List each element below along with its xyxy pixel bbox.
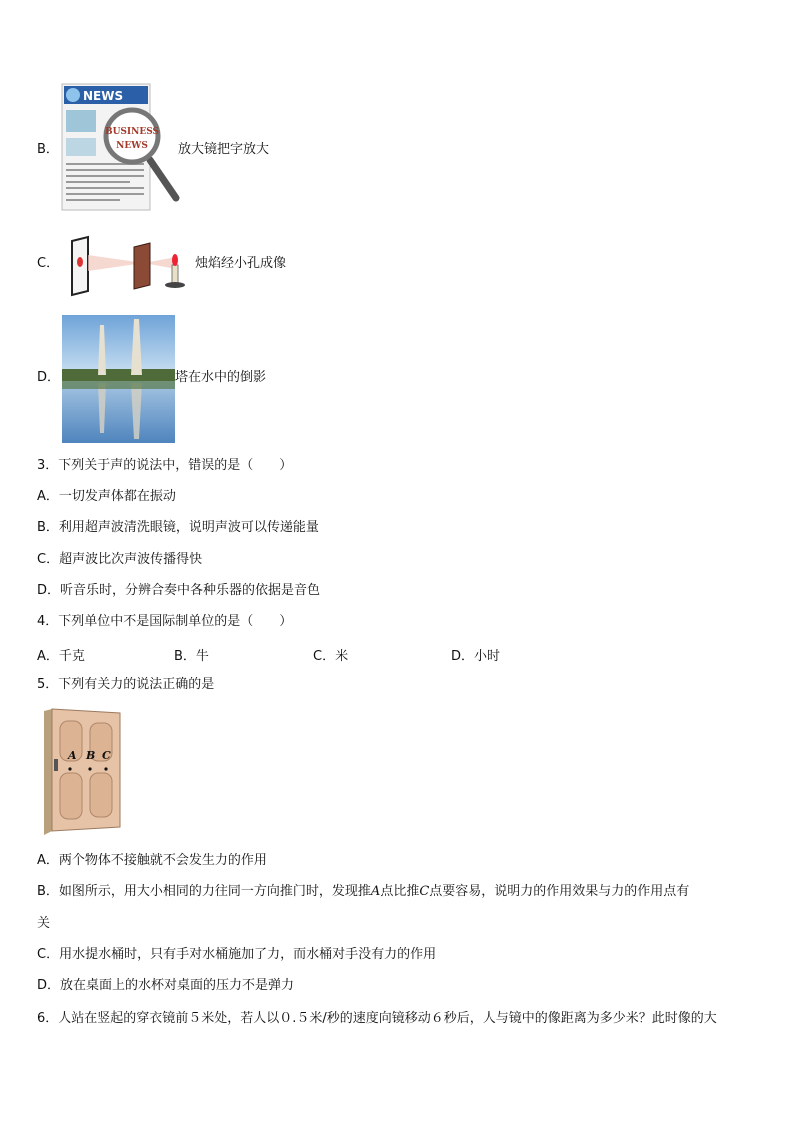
door-label-c: C xyxy=(102,749,111,762)
q3-option-a: A．一切发声体都在振动 xyxy=(37,489,176,504)
q5-stem: 5．下列有关力的说法正确的是 xyxy=(37,677,215,692)
q3-option-c: C．超声波比次声波传播得快 xyxy=(37,552,203,567)
magnifier-newspaper-image xyxy=(60,82,182,212)
lens-text-2: NEWS xyxy=(116,141,148,151)
option-b-caption: 放大镜把字放大 xyxy=(178,142,270,157)
q4-option-d: D．小时 xyxy=(451,649,501,664)
q3-stem: 3．下列关于声的说法中，错误的是（ ） xyxy=(37,458,293,473)
door-label-a: A xyxy=(68,749,77,762)
door-label-b: B xyxy=(86,749,96,762)
q3-option-b: B．利用超声波清洗眼镜，说明声波可以传递能量 xyxy=(37,520,319,535)
pinhole-imaging-image xyxy=(66,235,194,297)
news-banner-text: NEWS xyxy=(83,89,124,103)
door-image xyxy=(40,707,124,837)
option-b-letter: B． xyxy=(37,142,59,157)
q4-stem: 4．下列单位中不是国际制单位的是（ ） xyxy=(37,614,293,629)
q5-option-b xyxy=(37,884,689,900)
option-d-letter: D． xyxy=(37,370,61,385)
q5-option-b-part1: B．如图所示，用大小相同的力往同一方向推门时，发现推 xyxy=(37,884,371,899)
q5-option-b-part3: 点要容易，说明力的作用效果与力的作用点有 xyxy=(429,884,690,899)
q4-option-a: A．千克 xyxy=(37,649,85,664)
q3-option-d: D．听音乐时，分辨合奏中各种乐器的依据是音色 xyxy=(37,583,321,598)
option-c-caption: 烛焰经小孔成像 xyxy=(195,256,287,271)
q5-option-b-var-c: C xyxy=(419,884,430,899)
option-c-letter: C． xyxy=(37,256,60,271)
q5-option-b-part2: 点比推 xyxy=(380,884,420,899)
pagoda-reflection-image xyxy=(62,315,175,443)
q5-option-c: C．用水提水桶时，只有手对水桶施加了力，而水桶对手没有力的作用 xyxy=(37,947,437,962)
q4-options xyxy=(37,645,757,664)
q5-option-b-continued: 关 xyxy=(37,916,51,931)
q5-option-d: D．放在桌面上的水杯对桌面的压力不是弹力 xyxy=(37,978,295,993)
lens-text-1: BUSINESS xyxy=(104,127,160,137)
q6-stem: 6．人站在竖起的穿衣镜前５米处，若人以０.５米/秒的速度向镜移动６秒后，人与镜中的像距离为多少米？此时像的大 xyxy=(37,1011,717,1026)
q4-option-b: B．牛 xyxy=(174,649,209,664)
q5-option-a: A．两个物体不接触就不会发生力的作用 xyxy=(37,853,267,868)
q5-option-b-var-a: A xyxy=(370,884,381,899)
option-d-caption: 塔在水中的倒影 xyxy=(175,370,267,385)
q4-option-c: C．米 xyxy=(313,649,349,664)
